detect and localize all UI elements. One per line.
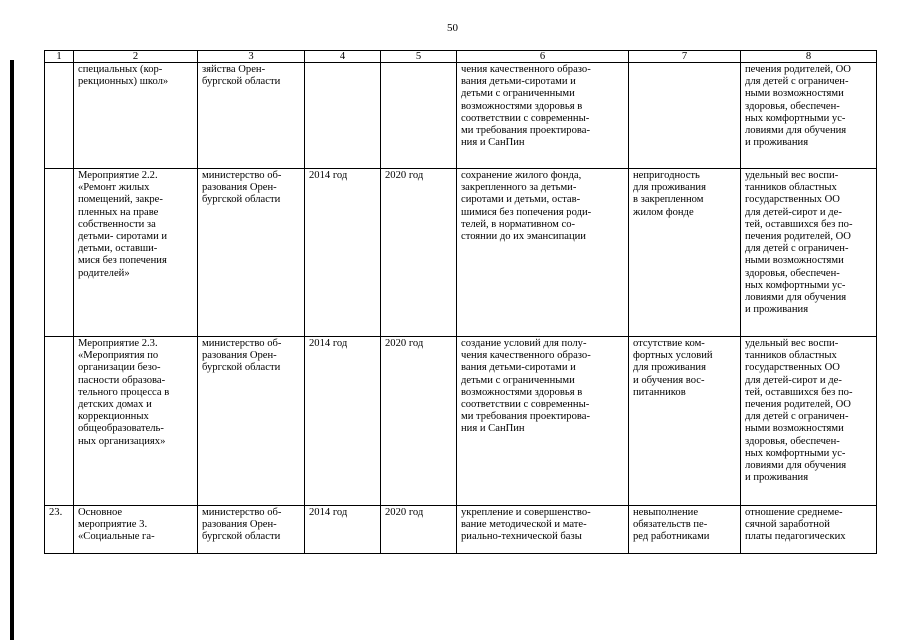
header-col-8: 8 <box>741 51 877 63</box>
cell-executor: зяйства Орен- бургской области <box>198 63 305 169</box>
cell-result: чения качественного образо- вания детьми-сиротами и детьми с ограниченными возможностями здоровья в соответствии с современны- ми требования проектирова- ния и СанПин <box>457 63 629 169</box>
cell-consequence: отсутствие ком- фортных условий для проживания и обучения вос- питанников <box>629 337 741 506</box>
header-col-2: 2 <box>74 51 198 63</box>
table-row <box>45 506 877 554</box>
table-row <box>45 63 877 169</box>
program-events-table <box>44 50 877 554</box>
cell-event: Мероприятие 2.2. «Ремонт жилых помещений, закре- пленных на праве собственности за детьми- сиротами и детьми, оставши- мися без попечения родителей» <box>74 169 198 337</box>
cell-start: 2014 год <box>305 337 381 506</box>
table-row <box>45 169 877 337</box>
cell-indicator: удельный вес воспи- танников областных государственных ОО для детей-сирот и де- тей, оставшихся без по- печения родителей, ОО для детей с ограничен- ными возможностями здоровья, обеспечен- ных комфортными ус- ловиями для обучения и проживания <box>741 337 877 506</box>
page-number: 50 <box>447 22 458 34</box>
cell-indicator: отношение среднеме- сячной заработной платы педагогических <box>741 506 877 554</box>
cell-end: 2020 год <box>381 506 457 554</box>
cell-result: сохранение жилого фонда, закрепленного за детьми- сиротами и детьми, остав- шимися без попечения роди- телей, в нормативном со- стоянии до их эмансипации <box>457 169 629 337</box>
cell-event: специальных (кор- рекционных) школ» <box>74 63 198 169</box>
cell-number <box>45 63 74 169</box>
cell-indicator: удельный вес воспи- танников областных государственных ОО для детей-сирот и де- тей, оставшихся без по- печения родителей, ОО для детей с ограничен- ными возможностями здоровья, обеспечен- ных комфортными ус- ловиями для обучения и проживания <box>741 169 877 337</box>
header-col-6: 6 <box>457 51 629 63</box>
cell-result: создание условий для полу- чения качественного образо- вания детьми-сиротами и детьми с ограниченными возможностями здоровья в соответствии с современны- ми требования проектирова- ния и СанПин <box>457 337 629 506</box>
header-row <box>45 51 877 63</box>
cell-executor: министерство об- разования Орен- бургской области <box>198 169 305 337</box>
cell-number <box>45 169 74 337</box>
header-col-7: 7 <box>629 51 741 63</box>
cell-start <box>305 63 381 169</box>
cell-end: 2020 год <box>381 337 457 506</box>
header-col-5: 5 <box>381 51 457 63</box>
cell-end: 2020 год <box>381 169 457 337</box>
scan-edge-bar <box>10 60 14 640</box>
cell-number <box>45 337 74 506</box>
cell-end <box>381 63 457 169</box>
header-col-4: 4 <box>305 51 381 63</box>
cell-consequence <box>629 63 741 169</box>
cell-event: Основное мероприятие 3. «Социальные га- <box>74 506 198 554</box>
cell-result: укрепление и совершенство- вание методической и мате- риально-технической базы <box>457 506 629 554</box>
table-row <box>45 337 877 506</box>
cell-indicator: печения родителей, ОО для детей с ограничен- ными возможностями здоровья, обеспечен- ных комфортными ус- ловиями для обучения и проживания <box>741 63 877 169</box>
cell-start: 2014 год <box>305 506 381 554</box>
header-col-1: 1 <box>45 51 74 63</box>
header-col-3: 3 <box>198 51 305 63</box>
cell-consequence: непригодность для проживания в закрепленном жилом фонде <box>629 169 741 337</box>
cell-executor: министерство об- разования Орен- бургской области <box>198 506 305 554</box>
cell-number: 23. <box>45 506 74 554</box>
cell-executor: министерство об- разования Орен- бургской области <box>198 337 305 506</box>
cell-consequence: невыполнение обязательств пе- ред работниками <box>629 506 741 554</box>
cell-event: Мероприятие 2.3. «Мероприятия по организации безо- пасности образова- тельного процесса в детских домах и коррекционных общеобразователь- ных организациях» <box>74 337 198 506</box>
cell-start: 2014 год <box>305 169 381 337</box>
